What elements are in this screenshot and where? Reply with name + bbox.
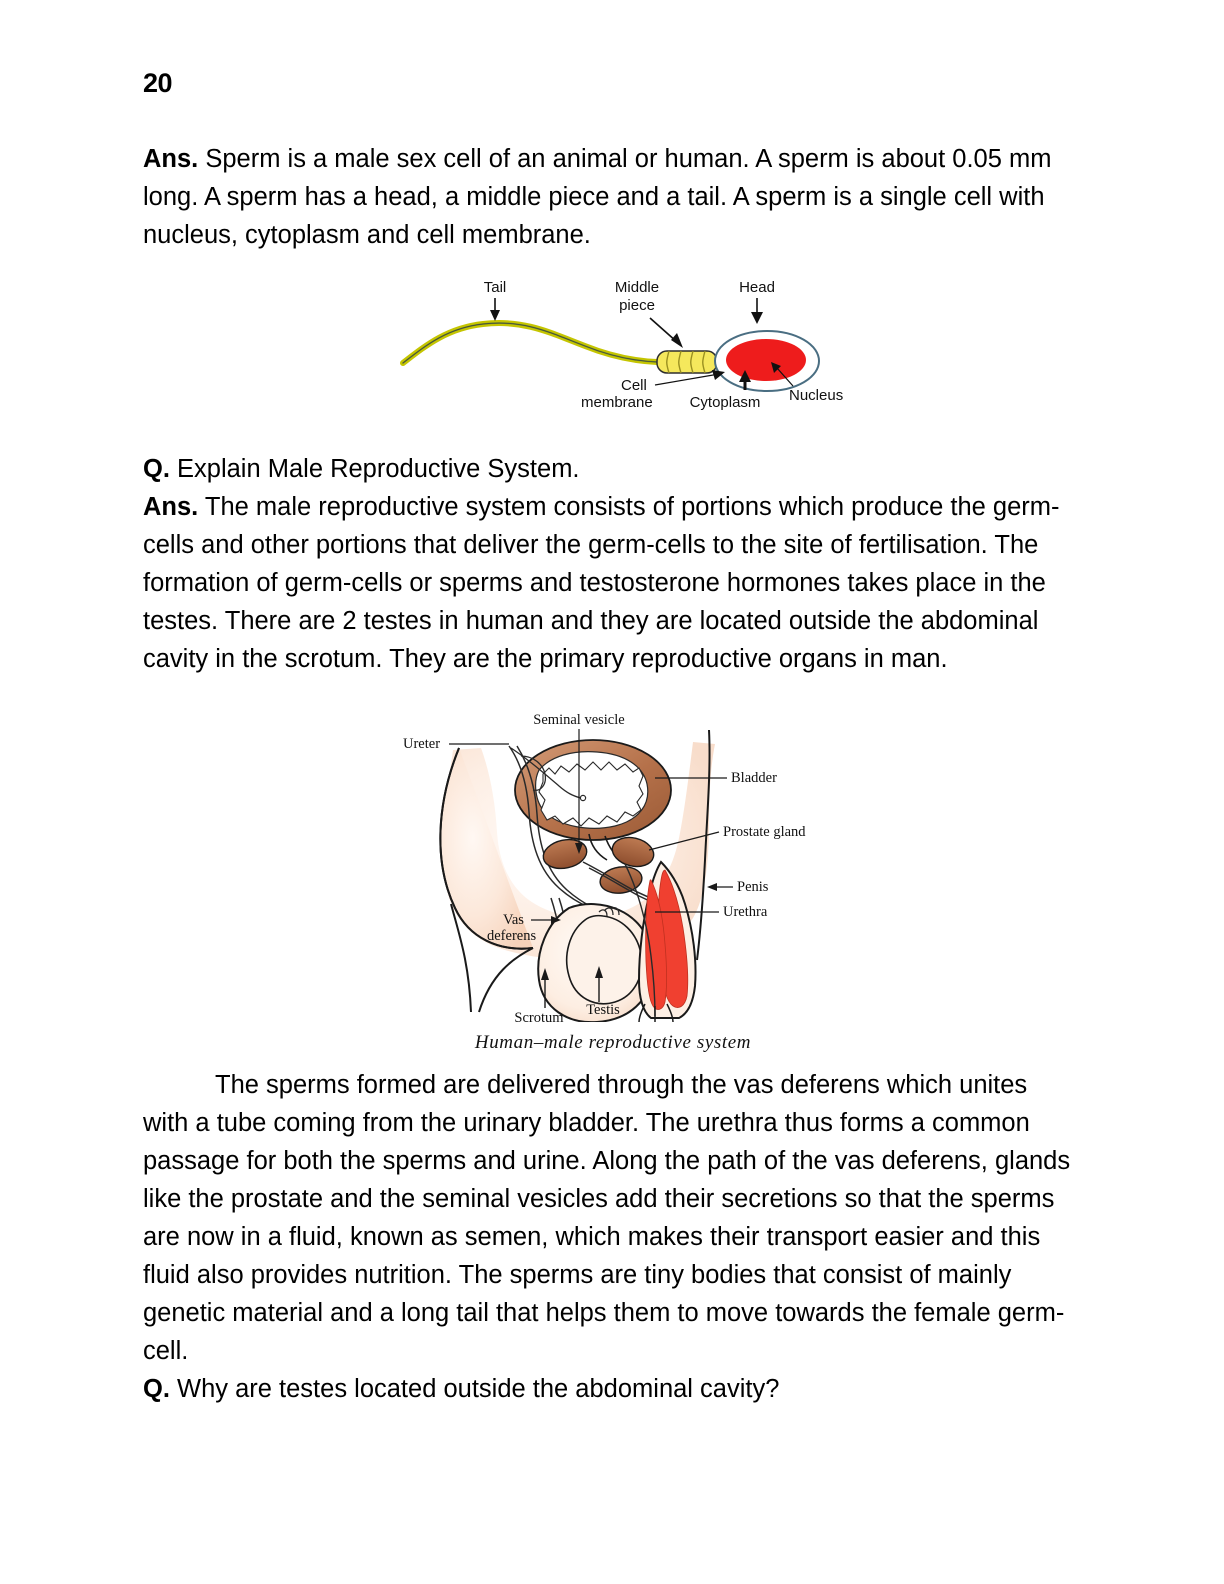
anatomy-label-urethra: Urethra [723, 904, 768, 920]
answer-male-system [143, 488, 1078, 678]
answer-label-2: Ans. [143, 493, 199, 521]
answer-sperm-paragraph [143, 140, 1078, 254]
question-label-2: Q. [143, 1375, 170, 1403]
sperm-label-head: Head [739, 279, 775, 296]
sperm-label-middle-piece-line2: piece [619, 297, 655, 314]
question-male-system [143, 450, 1078, 488]
question-male-system-text: Explain Male Reproductive System. [169, 455, 580, 483]
anatomy-label-ureter: Ureter [403, 736, 441, 752]
answer-label: Ans. [143, 145, 199, 173]
sperm-label-cell-membrane-line2: membrane [581, 394, 653, 410]
answer-sperm-text: Sperm is a male sex cell of an animal or human. A sperm is about 0.05 mm long. A sperm has a head, a middle piece and a tail. A sperm is a single cell with nucleus, cytoplasm and cell membrane. [143, 145, 1052, 249]
anatomy-label-vas-deferens-line2: deferens [487, 928, 537, 944]
anatomy-label-testis: Testis [586, 1002, 620, 1018]
male-reproductive-anatomy-diagram [393, 712, 833, 1022]
anatomy-label-vas-deferens-line1: Vas [503, 912, 524, 928]
question-testes-location [143, 1370, 1078, 1408]
sperm-label-cell-membrane-line1: Cell [621, 377, 647, 394]
sperm-label-tail: Tail [483, 279, 507, 296]
anatomy-figure-caption: Human–male reproductive system [474, 1032, 752, 1053]
sperm-label-middle-piece-line1: Middle [614, 279, 660, 296]
sperm-label-nucleus: Nucleus [789, 387, 844, 404]
anatomy-label-bladder: Bladder [731, 770, 777, 786]
sperm-delivery-block [143, 1066, 1078, 1408]
answer-male-system-text: The male reproductive system consists of portions which produce the germ-cells and other portions that deliver the germ-cells to the site of fertilisation. The formation of germ-cells or sperms and testosterone hormones takes place in the testes. There are 2 testes in human and they are located outside the abdominal cavity in the scrotum. They are the primary reproductive organs in man. [143, 493, 1060, 673]
male-reproductive-qa-block [143, 450, 1078, 678]
sperm-diagram [385, 268, 845, 410]
page-number: 20 [143, 68, 173, 98]
sperm-label-cytoplasm: Cytoplasm [689, 394, 761, 410]
anatomy-label-seminal-vesicle: Seminal vesicle [533, 712, 625, 728]
anatomy-label-scrotum: Scrotum [514, 1010, 564, 1022]
anatomy-label-penis: Penis [737, 879, 769, 895]
anatomy-label-prostate-gland: Prostate gland [723, 824, 806, 840]
question-label: Q. [143, 455, 170, 483]
sperm-delivery-paragraph: The sperms formed are delivered through the vas deferens which unites with a tube coming from the urinary bladder. The urethra thus forms a common passage for both the sperms and urine. Along the path of the vas deferens, glands like the prostate and the seminal vesicles add their secretions so that the sperms are now in a fluid, known as semen, which makes their transport easier and this fluid also provides nutrition. The sperms are tiny bodies that consist of mainly genetic material and a long tail that helps them to move towards the female germ-cell. [143, 1071, 1071, 1365]
question-testes-location-text: Why are testes located outside the abdominal cavity? [169, 1375, 780, 1403]
